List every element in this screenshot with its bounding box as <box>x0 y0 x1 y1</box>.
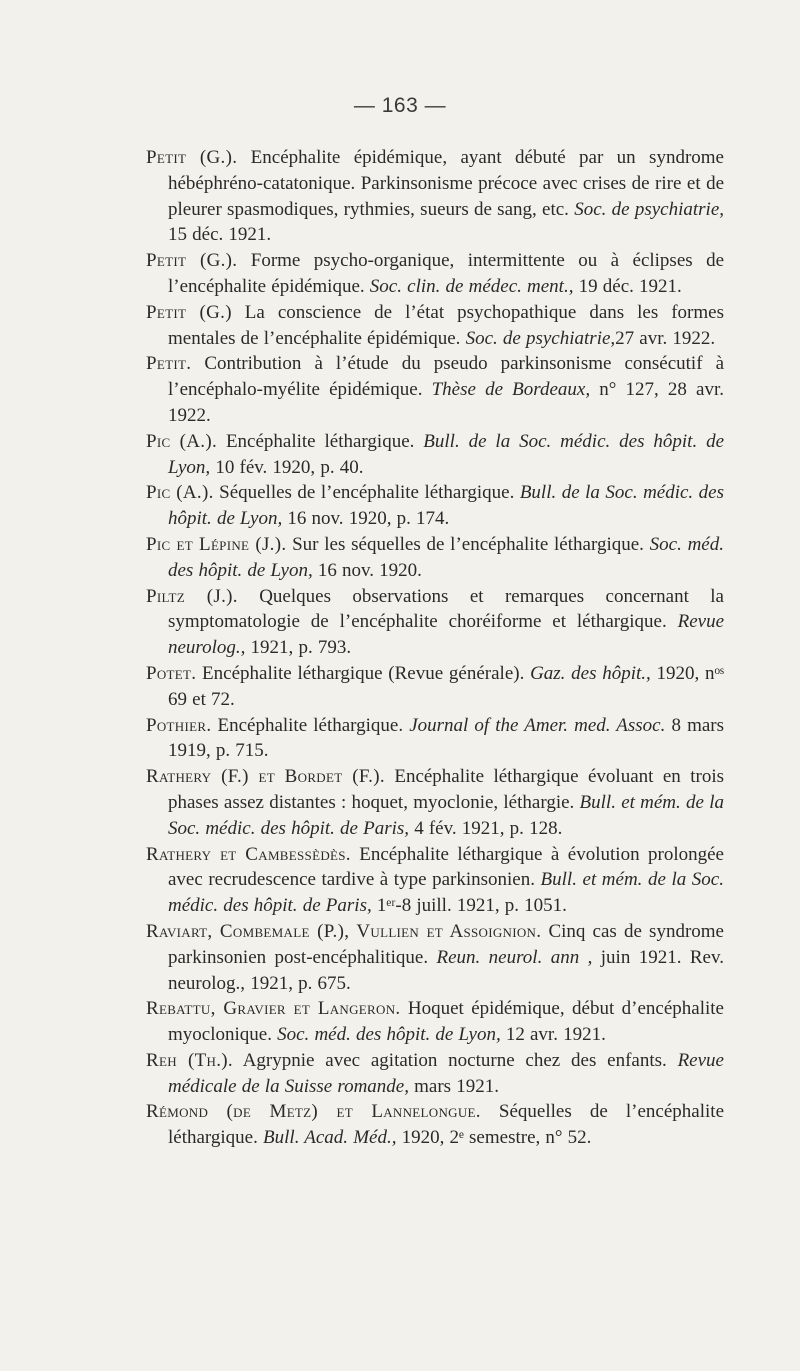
entry-details: 4 fév. 1921, p. 128. <box>409 817 563 839</box>
entry-author: Pic (A.). <box>146 482 214 504</box>
entry-source: Bull. et mém. de la Soc. médic. des hôpit. de Paris, <box>168 791 724 839</box>
entry-details: 1920, 2ᵉ semestre, n° 52. <box>396 1127 592 1149</box>
entry-title: Encéphalite léthargique à évolution prolongée avec recrudescence tardive à type parkinsonien. <box>168 843 724 891</box>
entry-title: Sur les séquelles de l’encéphalite léthargique. <box>286 533 650 555</box>
entry-source: Soc. de psychiatrie, <box>465 327 616 349</box>
bibliography-entry <box>146 713 724 765</box>
entry-author: Rémond (de Metz) et Lannelongue. <box>146 1101 481 1123</box>
bibliography-entry <box>146 842 724 919</box>
bibliography-entry <box>146 996 724 1048</box>
bibliography-entry <box>146 351 724 428</box>
entry-author: Petit (G.). <box>146 250 238 272</box>
entry-title: Hoquet épidémique, début d’encéphalite myoclonique. <box>168 998 724 1046</box>
entry-source: Gaz. des hôpit., <box>530 662 651 684</box>
entry-details: 1920, nᵒˢ 69 et 72. <box>168 662 725 710</box>
entry-author: Rathery (F.) et Bordet (F.). <box>146 766 385 788</box>
bibliography-entry <box>146 480 724 532</box>
entry-details: 27 avr. 1922. <box>615 327 716 349</box>
entry-title: Séquelles de l’encéphalite léthargique. <box>168 1101 724 1149</box>
bibliography-entry <box>146 300 724 352</box>
entry-title: Cinq cas de syndrome parkinsonien post-encéphalitique. <box>168 920 724 968</box>
entry-details: 10 fév. 1920, p. 40. <box>210 456 364 478</box>
bibliography-entry <box>146 764 724 841</box>
entry-author: Rebattu, Gravier et Langeron. <box>146 998 401 1020</box>
bibliography-entry <box>146 429 724 481</box>
bibliography-entry <box>146 584 724 661</box>
entry-source: Bull. et mém. de la Soc. médic. des hôpit. de Paris, <box>168 869 724 917</box>
entry-source: Bull. de la Soc. médic. des hôpit. de Lyon, <box>168 430 725 478</box>
entry-source: Soc. méd. des hôpit. de Lyon, <box>168 533 724 581</box>
entry-title: Encéphalite léthargique. <box>211 714 410 736</box>
entry-author: Petit. <box>146 353 192 375</box>
entry-author: Petit (G.) <box>146 301 232 323</box>
entry-details: 19 déc. 1921. <box>573 275 682 297</box>
entry-source: Revue médicale de la Suisse romande, <box>168 1049 724 1097</box>
entry-author: Raviart, Combemale (P.), Vullien et Assoignion. <box>146 920 542 942</box>
entry-details: mars 1921. <box>408 1075 499 1097</box>
entry-title: Forme psycho-organique, intermittente ou à éclipses de l’encéphalite épidémique. <box>168 250 725 297</box>
entry-source: Bull. Acad. Méd., <box>263 1127 397 1149</box>
entry-source: Reun. neurol. ann <box>436 946 580 968</box>
entry-details: 12 avr. 1921. <box>500 1024 606 1046</box>
bibliography-entry <box>146 248 724 300</box>
bibliography-entry <box>146 919 724 996</box>
entry-source: Soc. de psychiatrie, <box>574 198 724 220</box>
bibliography-entry <box>146 145 724 248</box>
entry-author: Pothier. <box>146 714 212 736</box>
entry-author: Piltz (J.). <box>146 585 238 607</box>
entry-source: Revue neurolog., <box>168 611 724 659</box>
bibliography-entry <box>146 1099 724 1151</box>
entry-author: Potet. <box>146 662 197 684</box>
page-number: — 163 — <box>353 94 447 117</box>
entry-title: Encéphalite léthargique. <box>217 430 424 452</box>
entry-title: Contribution à l’étude du pseudo parkinsonisme consécutif à l’encéphalo-myélite épidémique. <box>168 353 724 401</box>
entry-source: Thèse de Bordeaux, <box>431 379 591 401</box>
entry-source: Bull. de la Soc. médic. des hôpit. de Lyon, <box>168 482 724 530</box>
entry-author: Pic (A.). <box>146 430 218 452</box>
entry-title: Agrypnie avec agitation nocturne chez des enfants. <box>232 1049 678 1071</box>
entry-details: 1921, p. 793. <box>245 637 352 659</box>
entry-title: Encéphalite épidémique, ayant débuté par un syndrome hébéphréno-catatonique. Parkinsonisme précoce avec crises de rire et de pleurer spasmodiques, rythmies, sueurs de sang, etc. <box>168 147 724 220</box>
entry-details: 16 nov. 1920. <box>312 559 422 581</box>
entry-author: Rathery et Cambessèdès. <box>146 843 351 865</box>
entry-title: La conscience de l’état psychopathique dans les formes mentales de l’encéphalite épidémique. <box>168 301 724 349</box>
bibliography-entry <box>146 1048 724 1100</box>
entry-author: Pic et Lépine (J.). <box>146 533 287 555</box>
entry-title: Quelques observations et remarques concernant la symptomatologie de l’encéphalite choréiforme et léthargique. <box>168 585 724 633</box>
entry-source: Soc. clin. de médec. ment., <box>369 275 574 297</box>
entry-details: 16 nov. 1920, p. 174. <box>282 508 450 530</box>
bibliography-entry <box>146 661 724 713</box>
entry-source: Soc. méd. des hôpit. de Lyon, <box>277 1024 501 1046</box>
bibliography-list <box>146 145 724 1151</box>
bibliography-entry <box>146 532 724 584</box>
entry-details: 1ᵉʳ-8 juill. 1921, p. 1051. <box>371 895 567 917</box>
entry-details: 15 déc. 1921. <box>168 224 272 246</box>
entry-author: Petit (G.). <box>146 147 238 168</box>
entry-author: Reh (Th.). <box>146 1049 233 1071</box>
entry-details: 8 mars 1919, p. 715. <box>168 714 724 762</box>
entry-title: Séquelles de l’encéphalite léthargique. <box>213 482 520 504</box>
entry-details: n° 127, 28 avr. 1922. <box>168 379 724 426</box>
entry-details: , juin 1921. Rev. neurolog., 1921, p. 675. <box>168 946 725 994</box>
entry-title: Encéphalite léthargique (Revue générale). <box>196 662 531 684</box>
entry-title: Encéphalite léthargique évoluant en trois phases assez distantes : hoquet, myoclonie, léthargie. <box>168 766 725 813</box>
entry-source: Journal of the Amer. med. Assoc. <box>409 714 666 736</box>
